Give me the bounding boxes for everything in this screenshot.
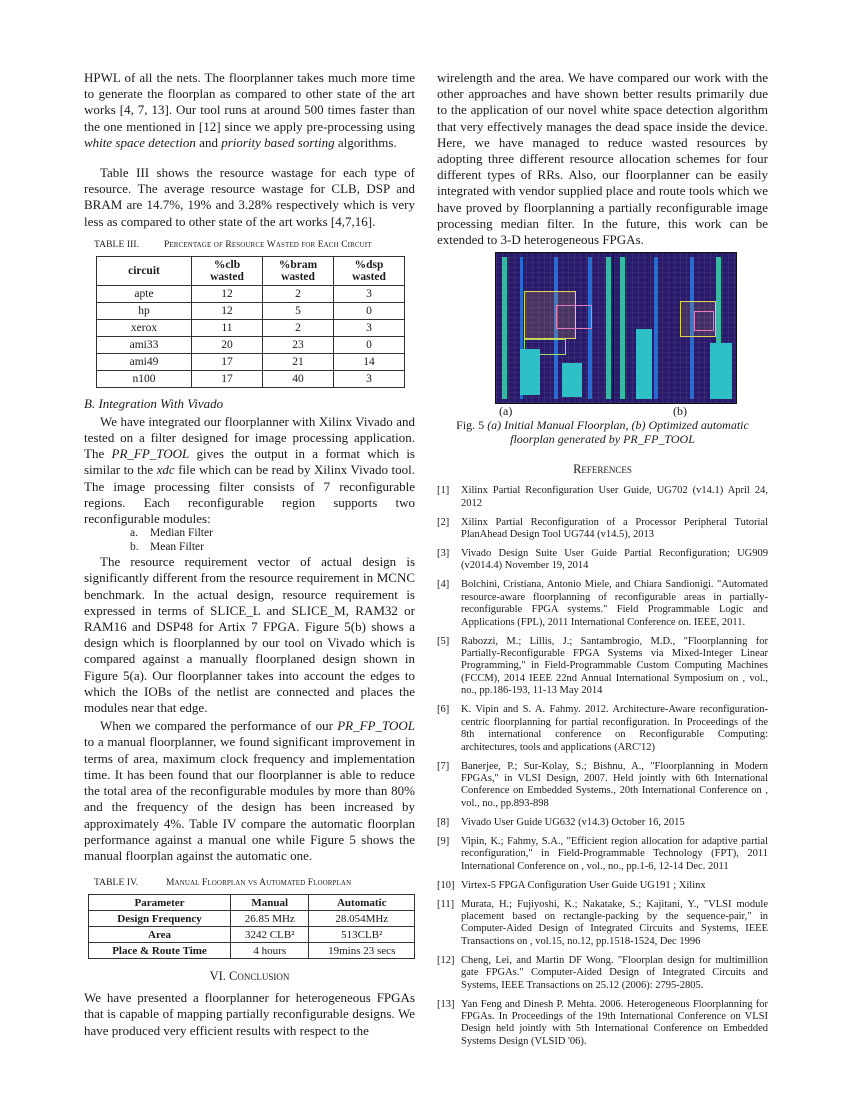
reference-text: Xilinx Partial Reconfiguration User Guide, UG702 (v14.1) April 24, 2012 [461,485,768,509]
reference-item [437,955,768,992]
reference-text: Cheng, Lei, and Martin DF Wong. "Floorplan design for multimillion gate FPGAs." Computer-Aided Design of Integrated Circuits and Systems, IEEE Transactions on 25.12 (2006): 2795-2805. [461,954,768,991]
reference-number: [4] [437,579,450,591]
table-cell: 23 [263,336,334,353]
reference-item [437,817,768,829]
references-list [437,485,768,1048]
table-header-cell: Manual [231,895,309,911]
table-cell: 14 [334,353,405,370]
reference-item [437,899,768,949]
reference-number: [2] [437,516,450,528]
reference-number: [1] [437,485,450,497]
reference-text: Banerjee, P.; Sur-Kolay, S.; Bishnu, A., "Floorplanning in Modern FPGAs," in VLSI Design, 2007. Held jointly with 6th International Conference on Embedded Systems., 20th International Conference on , vol., no., pp.893-898 [461,760,768,809]
table-cell: n100 [97,370,192,387]
left-column [84,70,415,1039]
table-cell: ami33 [97,336,192,353]
reference-text: Vivado Design Suite User Guide Partial Reconfiguration; UG909 (v2014.4) November 19, 2014 [461,548,768,572]
table-cell: 3 [334,370,405,387]
reference-text: Virtex-5 FPGA Configuration User Guide UG191 ; Xilinx [461,879,706,891]
table-row [97,370,405,387]
reference-text: Vivado User Guide UG632 (v14.3) October 16, 2015 [461,816,685,828]
paragraph-conclusion-cont: wirelength and the area. We have compared our work with the other approaches and have shown better results primarily due to the application of our novel white space detection algorithm that very effectively manages the dead space inside the device. Here, we have managed to reduce wasted resources by adopting three different resource allocation schemes for four different types of RRs. Also, our floorplanner can be easily integrated with vendor supplied place and route tools which we have proved by floorplanning a partially reconfigurable image processing median filter. In the future, this work can be extended to 3-D heterogeneous FPGAs. [437,70,768,248]
table-row [97,285,405,302]
reference-number: [3] [437,548,450,560]
table-header-cell: circuit [97,256,192,285]
table-cell: 2 [263,319,334,336]
table-header-cell: %dsp wasted [334,256,405,285]
table-row [97,302,405,319]
reference-text: Bolchini, Cristiana, Antonio Miele, and Chiara Sandionigi. "Automated resource-aware floorplanning of reconfigurable areas in partially-reconfigurable FPGA systems." Field Programmable Logic and Applications (FPL), 2011 International Conference on. IEEE, 2011. [461,579,768,628]
table-cell: 17 [192,353,263,370]
table-cell: 0 [334,336,405,353]
table-cell: 12 [192,302,263,319]
list-item: a. Median Filter [130,527,213,540]
figure-sublabels: (a) (b) [499,404,687,419]
table-cell: 11 [192,319,263,336]
reference-number: [8] [437,816,450,828]
table-cell: 40 [263,370,334,387]
module-list [84,527,415,554]
list-item: b. Mean Filter [130,540,204,553]
table-cell: 21 [263,353,334,370]
reference-item [437,485,768,510]
figure-5-caption: Fig. 5 (a) Initial Manual Floorplan, (b) Optimized automatic floorplan generated by PR_FP_TOOL [456,418,749,447]
paragraph-conclusion: We have presented a floorplanner for heterogeneous FPGAs that is capable of mapping partially reconfigurable designs. We have produced very efficient results with respect to the [84,990,415,1038]
manual-floorplan-image [495,252,619,404]
reference-number: [13] [437,998,455,1010]
table-header-cell: Parameter [89,895,231,911]
reference-item [437,704,768,754]
table-cell: 3 [334,319,405,336]
table-row [89,927,415,943]
table-cell: 19mins 23 secs [309,943,415,959]
table-cell: 3 [334,285,405,302]
reference-item [437,517,768,542]
reference-item [437,999,768,1049]
reference-number: [9] [437,835,450,847]
paragraph-resource-requirement: The resource requirement vector of actual design is significantly different from the resource requirement in MCNC benchmark. In the actual design, resource requirement is expressed in terms of SLICE_L and SLICE_M, RAM32 or RAM16 and DSP48 for Artix 7 FPGA. Figure 5(b) shows a design which is floorplanned by our tool on Vivado which is compared against a manually floorplaned design shown in Figure 5(a). Our floorplanner takes into account the edges to which the IOBs of the netlist are connected and places the modules near that edge. [84,554,415,716]
table-cell: 28.054MHz [309,911,415,927]
table-header-cell: %bram wasted [263,256,334,285]
reference-number: [10] [437,879,455,891]
table-cell: 3242 CLB² [231,927,309,943]
table-row [97,353,405,370]
reference-text: K. Vipin and S. A. Fahmy. 2012. Architecture-Aware reconfiguration-centric floorplanning for partial reconfiguration. In Proceedings of the 8th international conference on Reconfigurable Computing: architectures, tools and applications (ARC'12) [461,704,768,753]
reference-number: [12] [437,954,455,966]
right-column [437,70,768,1055]
reference-text: Xilinx Partial Reconfiguration of a Processor Peripheral Tutorial PlanAhead Design Tool UG744 (v14.5), 2013 [461,516,768,541]
reference-text: Rabozzi, M.; Lillis, J.; Santambrogio, M.D., "Floorplanning for Partially-Reconfigurable FPGA Systems via Mixed-Integer Linear Programming," in Field-Programmable Custom Computing Machines (FCCM), 2014 IEEE 22nd Annual International Symposium on , vol., no., pp.186-193, 11-13 May 2014 [461,635,768,697]
reference-text: Yan Feng and Dinesh P. Mehta. 2006. Heterogeneous Floorplanning for FPGAs. In Proceedings of the 19th International Conference on VLSI Design held jointly with 5th International Conference on Embedded Systems Design (VLSID '06). [461,998,768,1047]
reference-number: [6] [437,704,450,716]
table-cell: Place & Route Time [89,943,231,959]
optimized-floorplan-image [613,252,737,404]
reference-number: [5] [437,635,450,647]
reference-number: [7] [437,760,450,772]
reference-item [437,880,768,892]
table-cell: 4 hours [231,943,309,959]
reference-text: Murata, H.; Fujiyoshi, K.; Nakatake, S.; Kajitani, Y., "VLSI module placement based on rectangle-packing by the sequence-pair," in Computer-Aided Design of Integrated Circuits and Systems, IEEE Transactions on , vol.15, no.12, pp.1518-1524, Dec 1996 [461,898,768,947]
figure-5 [437,252,768,404]
floorplan-comparison-table [88,894,415,959]
table-cell: 26.85 MHz [231,911,309,927]
table-cell: 2 [263,285,334,302]
table-cell: 5 [263,302,334,319]
resource-wastage-table [96,256,405,388]
table-cell: 17 [192,370,263,387]
reference-item [437,579,768,629]
references-heading: References [573,462,632,477]
reference-item [437,548,768,573]
table-cell: ami49 [97,353,192,370]
reference-text: Vipin, K.; Fahmy, S.A., "Efficient region allocation for adaptive partial reconfiguration," in Field-Programmable Technology (FPT), 2011 International Conference on , vol., no., pp.1-6, 12-14 Dec. 2011 [461,835,768,872]
table-cell: 513CLB² [309,927,415,943]
table3-caption: TABLE III. Percentage of Resource Wasted for Each Circuit [94,239,372,250]
reference-item [437,836,768,873]
reference-number: [11] [437,898,455,910]
table-row [89,943,415,959]
table-cell: Design Frequency [89,911,231,927]
table-cell: hp [97,302,192,319]
table-cell: Area [89,927,231,943]
table-cell: 12 [192,285,263,302]
reference-item [437,761,768,811]
paragraph-table3-intro: Table III shows the resource wastage for each type of resource. The average resource wastage for CLB, DSP and BRAM are 14.7%, 19% and 3.28% respectively which is very less as compared to other state of the art works [4,7,16]. [84,165,415,229]
paragraph-performance: When we compared the performance of our PR_FP_TOOL to a manual floorplanner, we found significant improvement in terms of area, maximum clock frequency and implementation time. It has been found that our floorplanner is able to reduce the total area of the reconfigurable modules by more than 80% and the frequency of the design has been increased by approximately 4%. Table IV compare the automatic floorplan performance against a manual one while Figure 5 shows the manual floorplan against the automatic one. [84,718,415,863]
section-b-heading: B. Integration With Vivado [84,395,224,411]
table-cell: apte [97,285,192,302]
table-row [97,336,405,353]
paragraph-vivado: We have integrated our floorplanner with Xilinx Vivado and tested on a filter designed for image processing application. The PR_FP_TOOL gives the output in a format which is similar to the xdc file which can be read by Xilinx Vivado tool. The image processing filter consists of 7 reconfigurable regions. Each reconfigurable region supports two reconfigurable modules: [84,413,415,527]
table-cell: xerox [97,319,192,336]
reference-item [437,636,768,698]
table-cell: 20 [192,336,263,353]
paragraph-hpwl: HPWL of all the nets. The floorplanner takes much more time to generate the floorplan as compared to other state of the art works [4, 7, 13]. Our tool runs at around 500 times faster than the one mentioned in [12] since we apply pre-processing using white space detection and priority based sorting algorithms. [84,70,415,150]
table4-caption: TABLE IV. Manual Floorplan vs Automated Floorplan [94,878,352,889]
table-header-cell: Automatic [309,895,415,911]
table-header-cell: %clb wasted [192,256,263,285]
table-cell: 0 [334,302,405,319]
table-row [97,319,405,336]
table-row [89,911,415,927]
section-vi-heading: VI. Conclusion [209,969,290,984]
